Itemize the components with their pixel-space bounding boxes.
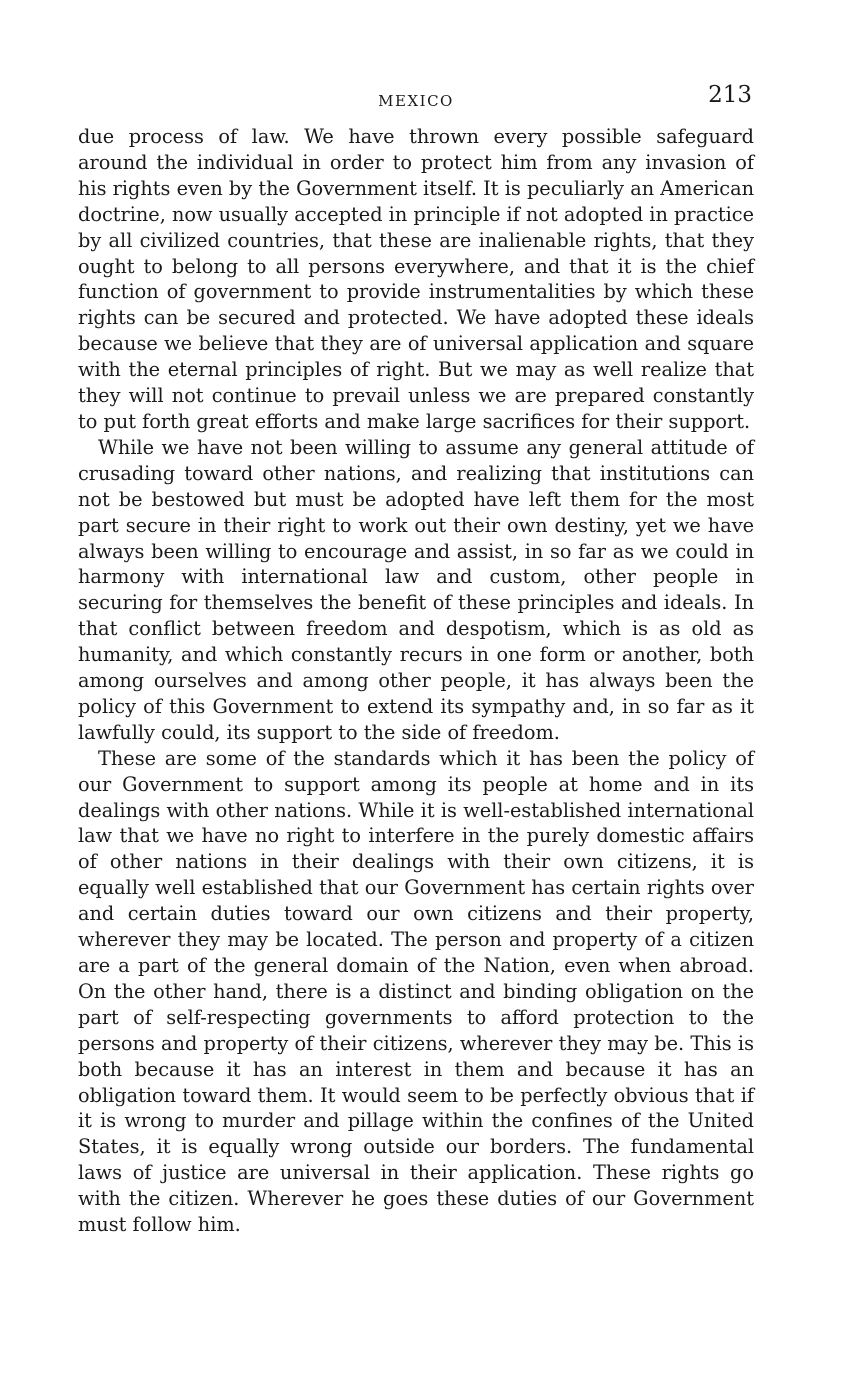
paragraph-1: due process of law. We have thrown every possible safeguard around the individual in order to protect him from any invasion of his rights even by the Government itself. It is peculiarly an American doctrine, now usually accepted in principle if not adopted in practice by all civilized countries, that these are inalienable rights, that they ought to belong to all persons everywhere, and that it is the chief function of government to provide instrumentalities by which these rights can be secured and protected. We have adopted these ideals because we believe that they are of universal application and square with the eternal principles of right. But we may as well realize that they will not continue to prevail unless we are prepared constantly to put forth great efforts and make large sacrifices for their support. [78, 125, 755, 433]
book-page [78, 82, 754, 1238]
paragraph-3: These are some of the standards which it has been the policy of our Government to support among its people at home and in its dealings with other nations. While it is well-established international law that we have no right to interfere in the purely domestic affairs of other nations in their dealings with their own citizens, it is equally well established that our Government has certain rights over and certain duties toward our own citizens and their property, wherever they may be located. The person and property of a citizen are a part of the general domain of the Nation, even when abroad. On the other hand, there is a distinct and binding obligation on the part of self-respecting governments to afford protection to the persons and property of their citizens, wherever they may be. This is both because it has an interest in them and because it has an obligation toward them. It would seem to be perfectly obvious that if it is wrong to murder and pillage within the confines of the United States, it is equally wrong outside our borders. The fundamental laws of justice are universal in their application. These rights go with the citizen. Wherever he goes these duties of our Government must follow him. [78, 746, 754, 1237]
running-head [78, 82, 754, 114]
page-number: 213 [708, 82, 752, 108]
body-text [78, 124, 754, 1238]
paragraph-2: While we have not been willing to assume any general attitude of crusading toward other nations, and realizing that institutions can not be bestowed but must be adopted have left them for the most part secure in their right to work out their own destiny, yet we have always been willing to encourage and assist, in so far as we could in harmony with international law and custom, other people in securing for themselves the benefit of these principles and ideals. In that conflict between freedom and despotism, which is as old as humanity, and which constantly recurs in one form or another, both among ourselves and among other people, it has always been the policy of this Government to extend its sympathy and, in so far as it lawfully could, its support to the side of freedom. [78, 435, 754, 744]
running-head-title: MEXICO [378, 92, 454, 110]
